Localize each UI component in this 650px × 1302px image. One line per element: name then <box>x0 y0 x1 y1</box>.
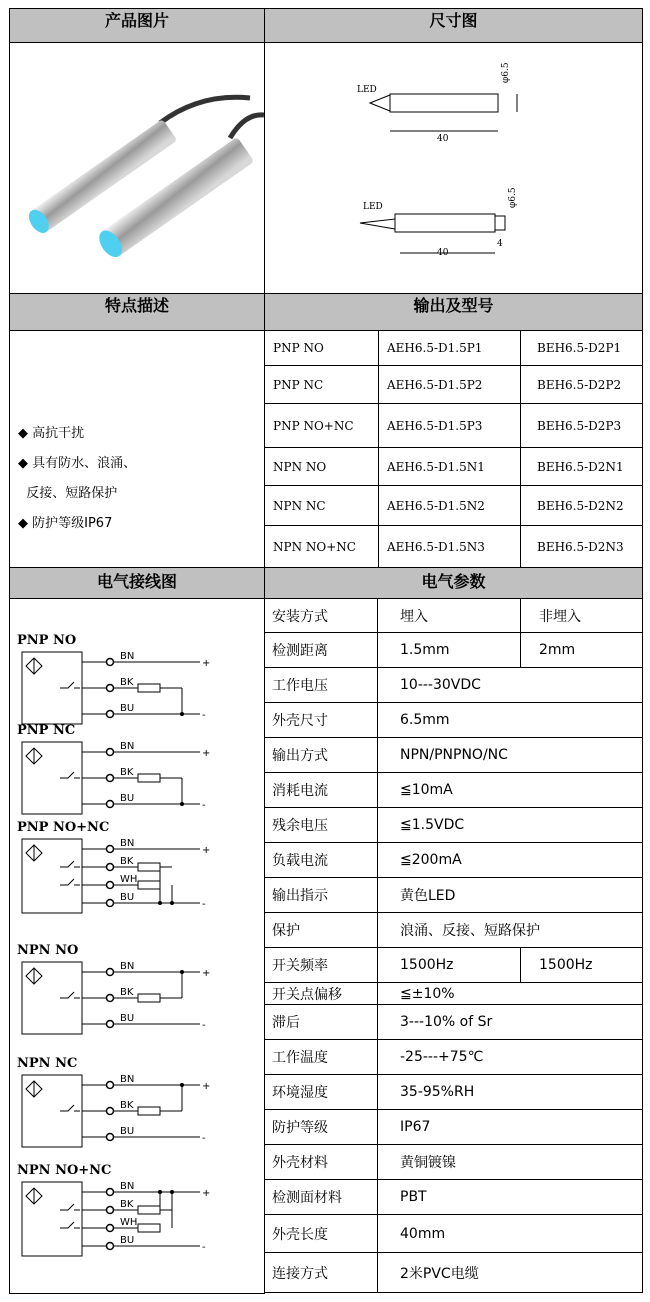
switch-icon <box>60 879 80 885</box>
param-value: 1.5mm <box>377 632 521 668</box>
param-value: 10---30VDC <box>377 667 643 703</box>
sensor-box <box>22 742 82 814</box>
wire-label: BK <box>120 856 134 867</box>
svg-text:φ6.5: φ6.5 <box>508 187 518 208</box>
header-params: 电气参数 <box>264 567 643 599</box>
param-value: ≦1.5VDC <box>377 807 643 843</box>
wiring-diagrams <box>9 598 265 1294</box>
wire-label: BU <box>120 1013 135 1024</box>
product-image <box>9 42 265 294</box>
param-label: 外壳长度 <box>264 1214 378 1253</box>
param-label: 保护 <box>264 912 378 948</box>
model-cell-a: AEH6.5-D1.5N1 <box>378 447 521 486</box>
terminal-icon <box>107 882 114 889</box>
param-value: PBT <box>377 1179 643 1215</box>
model-cell-output: NPN NO <box>264 447 379 486</box>
param-label: 负载电流 <box>264 842 378 878</box>
wiring-title: PNP NO <box>17 633 77 648</box>
param-value: ≦±10% <box>377 982 643 1005</box>
wire-label: WH <box>120 1217 138 1228</box>
param-value: 40mm <box>377 1214 643 1253</box>
param-label: 工作电压 <box>264 667 378 703</box>
sensor-symbol-icon <box>26 748 42 764</box>
terminal-icon <box>107 969 114 976</box>
terminal-icon <box>107 1021 114 1028</box>
model-cell-b: BEH6.5-D2P2 <box>520 365 643 404</box>
svg-text:LED: LED <box>363 202 383 212</box>
terminal-icon <box>107 1189 114 1196</box>
sensor-symbol-icon <box>26 1081 42 1097</box>
svg-text:+: + <box>202 1188 211 1199</box>
sensor-box <box>22 839 82 913</box>
param-label: 安装方式 <box>264 598 378 633</box>
switch-icon <box>60 1222 80 1228</box>
model-cell-b: BEH6.5-D2N1 <box>520 447 643 486</box>
wiring-title: NPN NO <box>17 943 79 958</box>
header-output-models: 输出及型号 <box>264 293 643 331</box>
wire-label: BN <box>120 1181 135 1192</box>
switch-icon <box>60 992 80 998</box>
terminal-icon <box>107 749 114 756</box>
terminal-icon <box>107 864 114 871</box>
load-resistor <box>138 1224 160 1232</box>
load-resistor <box>138 881 160 889</box>
wire-label: BN <box>120 838 135 849</box>
param-label: 外壳尺寸 <box>264 702 378 738</box>
load-resistor <box>138 1107 160 1115</box>
header-wiring: 电气接线图 <box>9 567 265 599</box>
svg-text:-: - <box>202 710 206 721</box>
header-features: 特点描述 <box>9 293 265 331</box>
terminal-icon <box>107 1207 114 1214</box>
drawing-nonflush <box>360 187 518 258</box>
terminal-icon <box>107 711 114 718</box>
svg-text:+: + <box>202 748 211 759</box>
svg-text:+: + <box>202 968 211 979</box>
terminal-icon <box>107 801 114 808</box>
terminal-icon <box>107 659 114 666</box>
terminal-icon <box>107 1243 114 1250</box>
switch-icon <box>60 682 80 688</box>
model-cell-a: AEH6.5-D1.5P1 <box>378 330 521 366</box>
load-resistor <box>138 774 160 782</box>
switch-icon <box>60 772 80 778</box>
model-cell-b: BEH6.5-D2P3 <box>520 403 643 448</box>
dimension-drawing <box>264 42 643 294</box>
param-value: 黄色LED <box>377 877 643 913</box>
model-cell-b: BEH6.5-D2P1 <box>520 330 643 366</box>
model-cell-output: PNP NO+NC <box>264 403 379 448</box>
terminal-icon <box>107 846 114 853</box>
wire-label: BN <box>120 961 135 972</box>
model-cell-b: BEH6.5-D2N3 <box>520 525 643 568</box>
param-label: 输出指示 <box>264 877 378 913</box>
sensor-symbol-icon <box>26 968 42 984</box>
wiring-title: PNP NO+NC <box>17 820 110 835</box>
svg-text:LED: LED <box>357 85 377 95</box>
sensor-box <box>22 652 82 724</box>
param-value: 35-95%RH <box>377 1074 643 1110</box>
feature-item: ◆ 高抗干扰 <box>18 426 85 441</box>
param-value: 6.5mm <box>377 702 643 738</box>
model-cell-output: PNP NC <box>264 365 379 404</box>
param-label: 外壳材料 <box>264 1144 378 1180</box>
sensor-photo <box>10 43 264 293</box>
wire-label: WH <box>120 874 138 885</box>
param-label: 残余电压 <box>264 807 378 843</box>
wire-label: BU <box>120 793 135 804</box>
param-value: 浪涌、反接、短路保护 <box>377 912 643 948</box>
model-cell-a: AEH6.5-D1.5P2 <box>378 365 521 404</box>
param-value: 3---10% of Sr <box>377 1004 643 1040</box>
switch-icon <box>60 1204 80 1210</box>
terminal-icon <box>107 995 114 1002</box>
feature-item: ◆ 具有防水、浪涌、 <box>18 456 137 471</box>
param-value: 非埋入 <box>520 598 643 633</box>
svg-text:φ6.5: φ6.5 <box>501 62 511 83</box>
param-value: 2mm <box>520 632 643 668</box>
sensor-box <box>22 962 82 1034</box>
switch-icon <box>60 861 80 867</box>
svg-text:+: + <box>202 845 211 856</box>
param-value: 2米PVC电缆 <box>377 1252 643 1293</box>
svg-text:40: 40 <box>437 248 449 258</box>
wire-label: BU <box>120 1235 135 1246</box>
wire-label: BN <box>120 1074 135 1085</box>
param-label: 检测距离 <box>264 632 378 668</box>
param-value: 埋入 <box>377 598 521 633</box>
wire-label: BK <box>120 987 134 998</box>
svg-text:-: - <box>202 1242 206 1253</box>
wire-label: BU <box>120 703 135 714</box>
wire-label: BN <box>120 651 135 662</box>
svg-text:-: - <box>202 800 206 811</box>
terminal-icon <box>107 1225 114 1232</box>
terminal-icon <box>107 1108 114 1115</box>
sensor-symbol-icon <box>26 1188 42 1204</box>
model-cell-b: BEH6.5-D2N2 <box>520 485 643 526</box>
param-value: 1500Hz <box>377 947 521 983</box>
wire-label: BK <box>120 1100 134 1111</box>
wiring-title: NPN NC <box>17 1056 78 1071</box>
wire-label: BU <box>120 1126 135 1137</box>
param-label: 滞后 <box>264 1004 378 1040</box>
terminal-icon <box>107 775 114 782</box>
feature-item: ◆ 防护等级IP67 <box>18 516 113 531</box>
terminal-icon <box>107 1134 114 1141</box>
header-dimension: 尺寸图 <box>264 8 643 43</box>
model-cell-output: PNP NO <box>264 330 379 366</box>
terminal-icon <box>107 900 114 907</box>
param-value: 黄铜镀镍 <box>377 1144 643 1180</box>
sensor-box <box>22 1182 82 1256</box>
sensor-box <box>22 1075 82 1147</box>
param-label: 环境湿度 <box>264 1074 378 1110</box>
param-value: ≦200mA <box>377 842 643 878</box>
load-resistor <box>138 863 160 871</box>
switch-icon <box>60 1105 80 1111</box>
param-value: -25---+75℃ <box>377 1039 643 1075</box>
terminal-icon <box>107 1082 114 1089</box>
param-label: 防护等级 <box>264 1109 378 1145</box>
wire-label: BN <box>120 741 135 752</box>
svg-text:-: - <box>202 899 206 910</box>
param-label: 开关点偏移 <box>264 982 378 1005</box>
param-label: 开关频率 <box>264 947 378 983</box>
model-cell-a: AEH6.5-D1.5N2 <box>378 485 521 526</box>
param-value: NPN/PNPNO/NC <box>377 737 643 773</box>
header-product-image: 产品图片 <box>9 8 265 43</box>
svg-text:+: + <box>202 658 211 669</box>
param-label: 工作温度 <box>264 1039 378 1075</box>
wire-label: BK <box>120 677 134 688</box>
wire-label: BK <box>120 1199 134 1210</box>
wiring-title: NPN NO+NC <box>17 1163 112 1178</box>
load-resistor <box>138 684 160 692</box>
param-value: IP67 <box>377 1109 643 1145</box>
wire-label: BK <box>120 767 134 778</box>
wiring-title: PNP NC <box>17 723 76 738</box>
param-label: 输出方式 <box>264 737 378 773</box>
model-cell-output: NPN NC <box>264 485 379 526</box>
param-value: ≦10mA <box>377 772 643 808</box>
drawing-flush <box>357 62 517 144</box>
features-list <box>9 330 265 568</box>
model-cell-output: NPN NO+NC <box>264 525 379 568</box>
terminal-icon <box>107 685 114 692</box>
wire-label: BU <box>120 892 135 903</box>
param-value: 1500Hz <box>520 947 643 983</box>
param-label: 检测面材料 <box>264 1179 378 1215</box>
svg-text:40: 40 <box>437 134 449 144</box>
param-label: 消耗电流 <box>264 772 378 808</box>
load-resistor <box>138 1206 160 1214</box>
feature-item: 反接、短路保护 <box>18 486 118 501</box>
svg-text:+: + <box>202 1081 211 1092</box>
svg-text:4: 4 <box>497 239 503 249</box>
svg-text:-: - <box>202 1133 206 1144</box>
model-cell-a: AEH6.5-D1.5P3 <box>378 403 521 448</box>
load-resistor <box>138 994 160 1002</box>
sensor-symbol-icon <box>26 658 42 674</box>
svg-text:-: - <box>202 1020 206 1031</box>
sensor-symbol-icon <box>26 845 42 861</box>
param-label: 连接方式 <box>264 1252 378 1293</box>
model-cell-a: AEH6.5-D1.5N3 <box>378 525 521 568</box>
